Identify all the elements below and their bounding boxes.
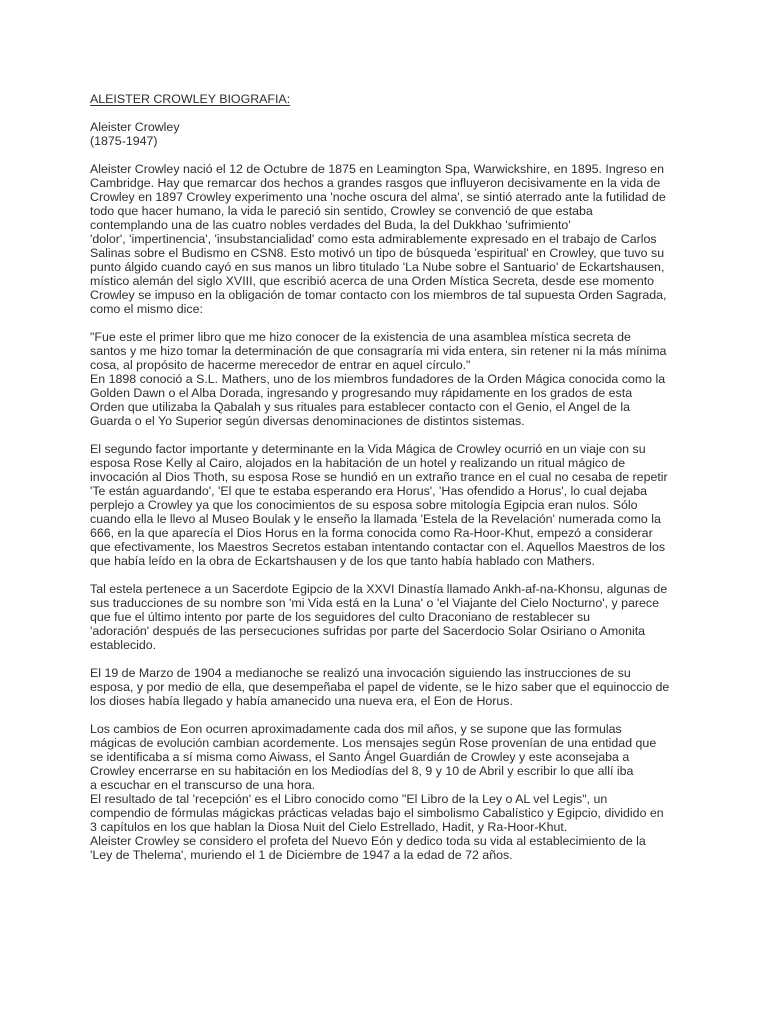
text-line: Aleister Crowley se considero el profeta del Nuevo Eón y dedico toda su vida al establecimiento de la xyxy=(90,834,646,848)
text-line: El segundo factor importante y determinante en la Vida Mágica de Crowley ocurrió en un viaje con su xyxy=(90,442,646,456)
text-line: que había leído en la obra de Eckartshausen y de los que tanto había hablado con Mathers. xyxy=(90,554,595,568)
text-line: Salinas sobre el Budismo en CSN8. Esto motivó un tipo de búsqueda 'espiritual' en Crowley, que tuvo su xyxy=(90,246,665,260)
paragraph xyxy=(90,162,698,316)
text-line: 666, en la que aparecía el Dios Horus en la forma conocida como Ra-Hoor-Khut, empezó a considerar xyxy=(90,526,653,540)
text-line: Tal estela pertenece a un Sacerdote Egipcio de la XXVI Dinastía llamado Ankh-af-na-Khonsu, algunas de xyxy=(90,582,668,596)
text-line: Crowley en 1897 Crowley experimento una 'noche oscura del alma', se sintió aterrado ante la futilidad de xyxy=(90,190,666,204)
text-line: establecido. xyxy=(90,638,157,652)
text-line: El 19 de Marzo de 1904 a medianoche se realizó una invocación siguiendo las instrucciones de su xyxy=(90,666,631,680)
text-line: que efectivamente, los Maestros Secretos estaban intentando contactar con el. Aquellos Maestros de los xyxy=(90,540,666,554)
text-line: Crowley encerrarse en su habitación en los Mediodías del 8, 9 y 10 de Abril y escribir lo que allí iba xyxy=(90,764,634,778)
paragraph xyxy=(90,722,698,862)
text-line: invocación al Dios Thoth, su esposa Rose se hundió en un extraño trance en el cual no cesaba de repetir xyxy=(90,470,668,484)
text-line: Aleister Crowley nació el 12 de Octubre de 1875 en Leamington Spa, Warwickshire, en 1895. Ingreso en xyxy=(90,162,664,176)
text-line: En 1898 conoció a S.L. Mathers, uno de los miembros fundadores de la Orden Mágica conocida como la xyxy=(90,372,666,386)
text-line: Aleister Crowley xyxy=(90,120,180,134)
text-line: (1875-1947) xyxy=(90,134,158,148)
document-title: ALEISTER CROWLEY BIOGRAFIA: xyxy=(90,92,291,106)
text-line: Los cambios de Eon ocurren aproximadamente cada dos mil años, y se supone que las formulas xyxy=(90,722,622,736)
paragraph xyxy=(90,120,698,148)
text-line: 'Ley de Thelema', muriendo el 1 de Diciembre de 1947 a la edad de 72 años. xyxy=(90,848,513,862)
paragraph xyxy=(90,666,698,708)
text-line: sus traducciones de su nombre son 'mi Vida está en la Luna' o 'el Viajante del Cielo Nocturno', y parece xyxy=(90,596,659,610)
text-line: Golden Dawn o el Alba Dorada, ingresando y progresando muy rápidamente en los grados de esta xyxy=(90,386,633,400)
text-line: 'adoración' después de las persecuciones sufridas por parte del Sacerdocio Solar Osiriano o Amonita xyxy=(90,624,646,638)
text-line: los dioses había llegado y había amanecido una nueva era, el Eon de Horus. xyxy=(90,694,513,708)
text-line: se identificaba a sí misma como Aiwass, el Santo Ángel Guardián de Crowley y este aconsejaba a xyxy=(90,750,630,764)
text-line: Orden que utilizaba la Qabalah y sus rituales para establecer contacto con el Genio, el Angel de la xyxy=(90,400,631,414)
text-line: punto álgido cuando cayó en sus manos un libro titulado 'La Nube sobre el Santuario' de Eckartshausen, xyxy=(90,260,665,274)
text-line: "Fue este el primer libro que me hizo conocer de la existencia de una asamblea mística secreta de xyxy=(90,330,631,344)
text-line: 'dolor', 'impertinencia', 'insubstancialidad' como esta admirablemente expresado en el trabajo de Carlos xyxy=(90,232,657,246)
text-line: a escuchar en el transcurso de una hora. xyxy=(90,778,316,792)
text-line: mágicas de evolución cambian acordemente. Los mensajes según Rose provenían de una entidad que xyxy=(90,736,657,750)
text-line: contemplando una de las cuatro nobles verdades del Buda, la del Dukkhao 'sufrimiento' xyxy=(90,218,571,232)
text-line: Guarda o el Yo Superior según diversas denominaciones de distintos sistemas. xyxy=(90,414,525,428)
text-line: cuando ella le llevo al Museo Boulak y le enseño la llamada 'Estela de la Revelación' numerada como la xyxy=(90,512,661,526)
text-line: perplejo a Crowley ya que los conocimientos de su esposa sobre mitología Egipcia eran nulos. Sólo xyxy=(90,498,638,512)
text-line: Cambridge. Hay que remarcar dos hechos a grandes rasgos que influyeron decisivamente en la vida de xyxy=(90,176,661,190)
text-line: compendio de fórmulas mágickas prácticas veladas bajo el simbolismo Cabalístico y Egipcio, dividido en xyxy=(90,806,664,820)
text-line: todo que hacer humano, la vida le pareció sin sentido, Crowley se convenció de que estaba xyxy=(90,204,593,218)
paragraph xyxy=(90,442,698,568)
text-line: como el mismo dice: xyxy=(90,302,203,316)
text-line: esposa, y por medio de ella, que desempeñaba el papel de vidente, se le hizo saber que el equinoccio de xyxy=(90,680,670,694)
text-line: 'Te están aguardando', 'El que te estaba esperando era Horus', 'Has ofendido a Horus', lo cual dejaba xyxy=(90,484,647,498)
text-line: santos y me hizo tomar la determinación de que consagraría mi vida entera, sin retener ni la más mínima xyxy=(90,344,667,358)
document-body xyxy=(90,120,698,862)
paragraph xyxy=(90,330,698,428)
text-line: místico alemán del siglo XVIII, que escribió acerca de una Orden Mística Secreta, desde ese momento xyxy=(90,274,655,288)
text-line: 3 capítulos en los que hablan la Diosa Nuit del Cielo Estrellado, Hadit, y Ra-Hoor-Khut. xyxy=(90,820,568,834)
text-line: cosa, al propósito de hacerme merecedor de entrar en aquel círculo." xyxy=(90,358,471,372)
text-line: Crowley se impuso en la obligación de tomar contacto con los miembros de tal supuesta Orden Sagrada, xyxy=(90,288,667,302)
text-line: El resultado de tal 'recepción' es el Libro conocido como "El Libro de la Ley o AL vel Legis", un xyxy=(90,792,608,806)
paragraph xyxy=(90,582,698,652)
text-line: esposa Rose Kelly al Cairo, alojados en la habitación de un hotel y realizando un ritual mágico de xyxy=(90,456,626,470)
text-line: que fue el último intento por parte de los seguidores del culto Draconiano de restablecer su xyxy=(90,610,591,624)
